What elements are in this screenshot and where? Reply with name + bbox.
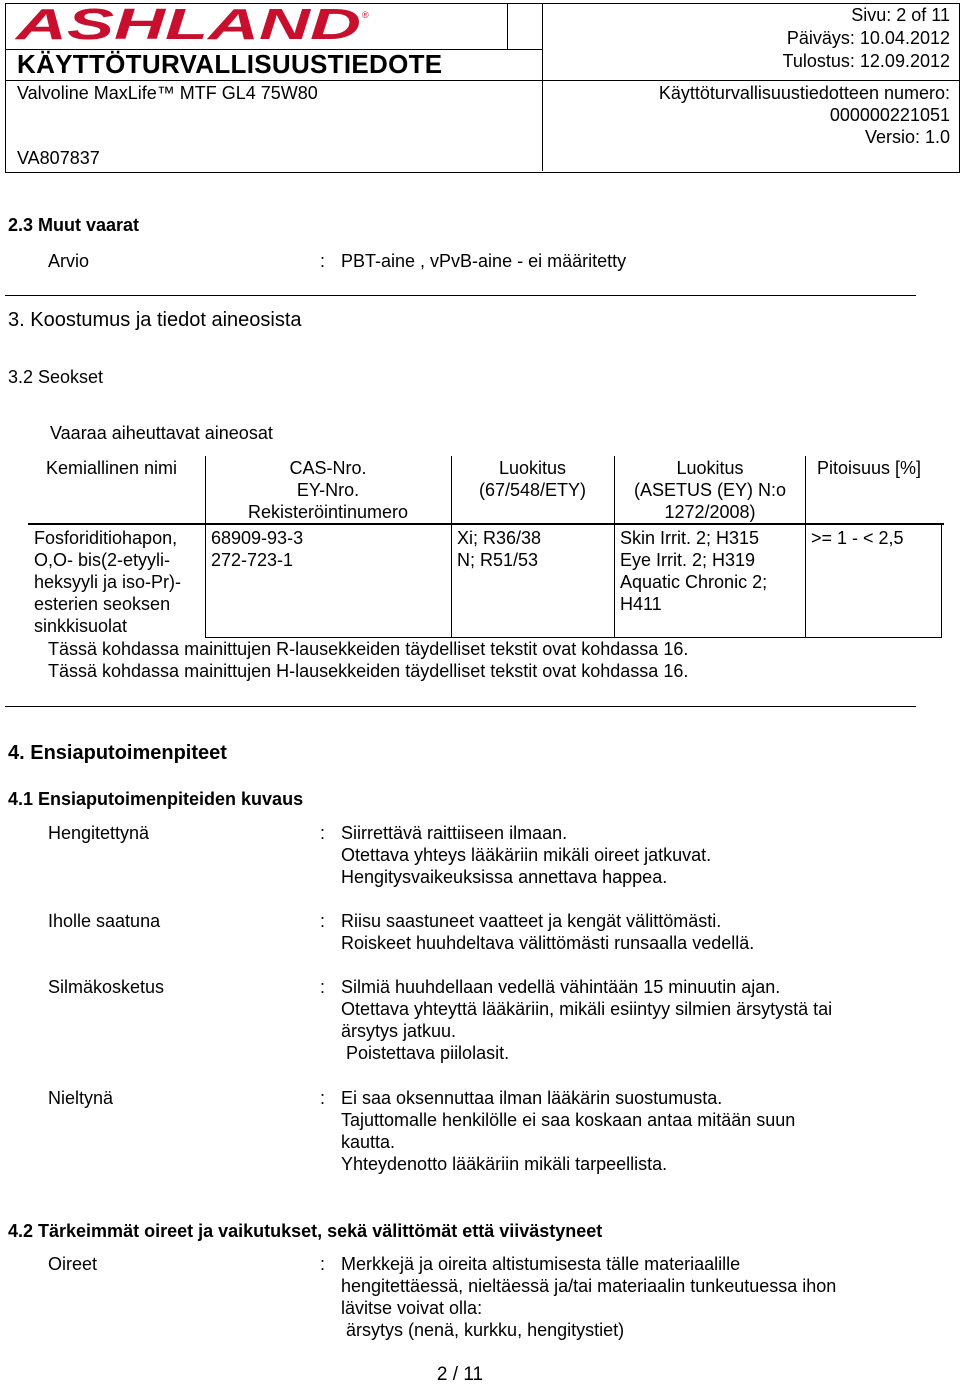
subsection-heading: 4.1 Ensiaputoimenpiteiden kuvaus bbox=[8, 789, 304, 809]
col-header-clp: Luokitus bbox=[676, 458, 744, 478]
note-text: Tässä kohdassa mainittujen H-lausekkeiden täydelliset tekstit ovat kohdassa 16. bbox=[48, 661, 689, 681]
header-divider bbox=[542, 3, 543, 171]
cas-number: 68909-93-3 bbox=[211, 528, 304, 548]
table-rule bbox=[205, 637, 942, 638]
field-value: Otettava yhteyttä lääkäriin, mikäli esiintyy silmien ärsytystä tai bbox=[341, 999, 833, 1019]
field-value: PBT-aine , vPvB-aine - ei määritetty bbox=[341, 251, 627, 271]
field-colon: : bbox=[320, 251, 326, 271]
field-label: Iholle saatuna bbox=[48, 911, 161, 931]
field-value: hengitettäessä, nieltäessä ja/tai materiaalin tunkeutuessa ihon bbox=[341, 1276, 837, 1296]
col-header-classification: (67/548/ETY) bbox=[478, 480, 587, 500]
field-label: Hengitettynä bbox=[48, 823, 150, 843]
field-label: Arvio bbox=[48, 251, 90, 271]
substance-name: esterien seoksen bbox=[34, 594, 171, 614]
page-number: 2 / 11 bbox=[436, 1364, 484, 1385]
field-value: Tajuttomalle henkilölle ei saa koskaan antaa mitään suun bbox=[341, 1110, 796, 1130]
table-rule bbox=[28, 523, 944, 525]
table-rule bbox=[941, 523, 942, 638]
field-value: Otettava yhteys lääkäriin mikäli oireet jatkuvat. bbox=[341, 845, 712, 865]
classification-67: N; R51/53 bbox=[457, 550, 539, 570]
field-value: Yhteydenotto lääkäriin mikäli tarpeellista. bbox=[341, 1154, 668, 1174]
field-label: Silmäkosketus bbox=[48, 977, 165, 997]
field-value: Poistettava piilolasit. bbox=[341, 1043, 510, 1063]
page-indicator: Sivu: 2 of 11 bbox=[851, 5, 950, 25]
note-text: Tässä kohdassa mainittujen R-lausekkeiden täydelliset tekstit ovat kohdassa 16. bbox=[48, 639, 689, 659]
col-header-clp: (ASETUS (EY) N:o bbox=[633, 480, 787, 500]
field-value: lävitse voivat olla: bbox=[341, 1298, 483, 1318]
field-label: Oireet bbox=[48, 1254, 98, 1274]
print-date: Tulostus: 12.09.2012 bbox=[782, 51, 950, 71]
subsection-heading: 3.2 Seokset bbox=[8, 367, 104, 387]
substance-name: O,O- bis(2-etyyli- bbox=[34, 550, 171, 570]
svg-text:®: ® bbox=[362, 10, 369, 20]
document-title: KÄYTTÖTURVALLISUUSTIEDOTE bbox=[17, 49, 443, 79]
concentration: >= 1 - < 2,5 bbox=[811, 528, 904, 548]
header-divider bbox=[507, 3, 508, 49]
section-rule bbox=[5, 706, 916, 707]
field-colon: : bbox=[320, 1254, 326, 1274]
product-code: VA807837 bbox=[17, 148, 100, 168]
section-heading: 2.3 Muut vaarat bbox=[8, 215, 140, 235]
field-value: Silmiä huuhdellaan vedellä vähintään 15 minuutin ajan. bbox=[341, 977, 781, 997]
classification-67: Xi; R36/38 bbox=[457, 528, 542, 548]
classification-clp: Eye Irrit. 2; H319 bbox=[620, 550, 756, 570]
field-value: Merkkejä ja oireita altistumisesta tälle materiaalille bbox=[341, 1254, 741, 1274]
field-value: Ei saa oksennuttaa ilman lääkärin suostumusta. bbox=[341, 1088, 723, 1108]
product-name: Valvoline MaxLife™ MTF GL4 75W80 bbox=[17, 83, 318, 103]
section-heading: 4. Ensiaputoimenpiteet bbox=[8, 742, 227, 764]
ashland-logo bbox=[14, 4, 374, 44]
field-value: Roiskeet huuhdeltava välittömästi runsaalla vedellä. bbox=[341, 933, 755, 953]
table-title: Vaaraa aiheuttavat aineosat bbox=[50, 423, 273, 443]
field-value: Hengitysvaikeuksissa annettava happea. bbox=[341, 867, 668, 887]
section-heading: 3. Koostumus ja tiedot aineosista bbox=[8, 309, 302, 331]
col-header-cas: EY-Nro. bbox=[296, 480, 360, 500]
field-value: Siirrettävä raittiiseen ilmaan. bbox=[341, 823, 568, 843]
classification-clp: H411 bbox=[620, 594, 662, 614]
substance-name: Fosforiditiohapon, bbox=[34, 528, 178, 548]
field-value: Riisu saastuneet vaatteet ja kengät välittömästi. bbox=[341, 911, 722, 931]
field-value: ärsytys jatkuu. bbox=[341, 1021, 457, 1041]
col-header-clp: 1272/2008) bbox=[664, 502, 756, 522]
field-value: ärsytys (nenä, kurkku, hengitystiet) bbox=[341, 1320, 625, 1340]
col-header-name: Kemiallinen nimi bbox=[46, 458, 178, 478]
col-header-cas: Rekisteröintinumero bbox=[247, 502, 409, 522]
substance-name: sinkkisuolat bbox=[34, 616, 128, 636]
field-label: Nieltynä bbox=[48, 1088, 114, 1108]
ec-number: 272-723-1 bbox=[211, 550, 294, 570]
svg-text:ASHLAND: ASHLAND bbox=[14, 4, 361, 44]
classification-clp: Skin Irrit. 2; H315 bbox=[620, 528, 760, 548]
table-rule bbox=[805, 456, 806, 638]
col-header-concentration: Pitoisuus [%] bbox=[817, 458, 922, 478]
field-colon: : bbox=[320, 911, 326, 931]
field-value: kautta. bbox=[341, 1132, 396, 1152]
sds-number: 000000221051 bbox=[829, 105, 950, 125]
classification-clp: Aquatic Chronic 2; bbox=[620, 572, 768, 592]
sds-number-label: Käyttöturvallisuustiedotteen numero: bbox=[658, 83, 950, 103]
header-divider bbox=[5, 80, 959, 81]
field-colon: : bbox=[320, 823, 326, 843]
field-colon: : bbox=[320, 1088, 326, 1108]
revision-date: Päiväys: 10.04.2012 bbox=[786, 28, 950, 48]
col-header-cas: CAS-Nro. bbox=[289, 458, 367, 478]
field-colon: : bbox=[320, 977, 326, 997]
substance-name: heksyyli ja iso-Pr)- bbox=[34, 572, 182, 592]
col-header-classification: Luokitus bbox=[498, 458, 567, 478]
subsection-heading: 4.2 Tärkeimmät oireet ja vaikutukset, sekä välittömät että viivästyneet bbox=[8, 1221, 603, 1241]
version: Versio: 1.0 bbox=[864, 127, 950, 147]
section-rule bbox=[5, 295, 916, 296]
